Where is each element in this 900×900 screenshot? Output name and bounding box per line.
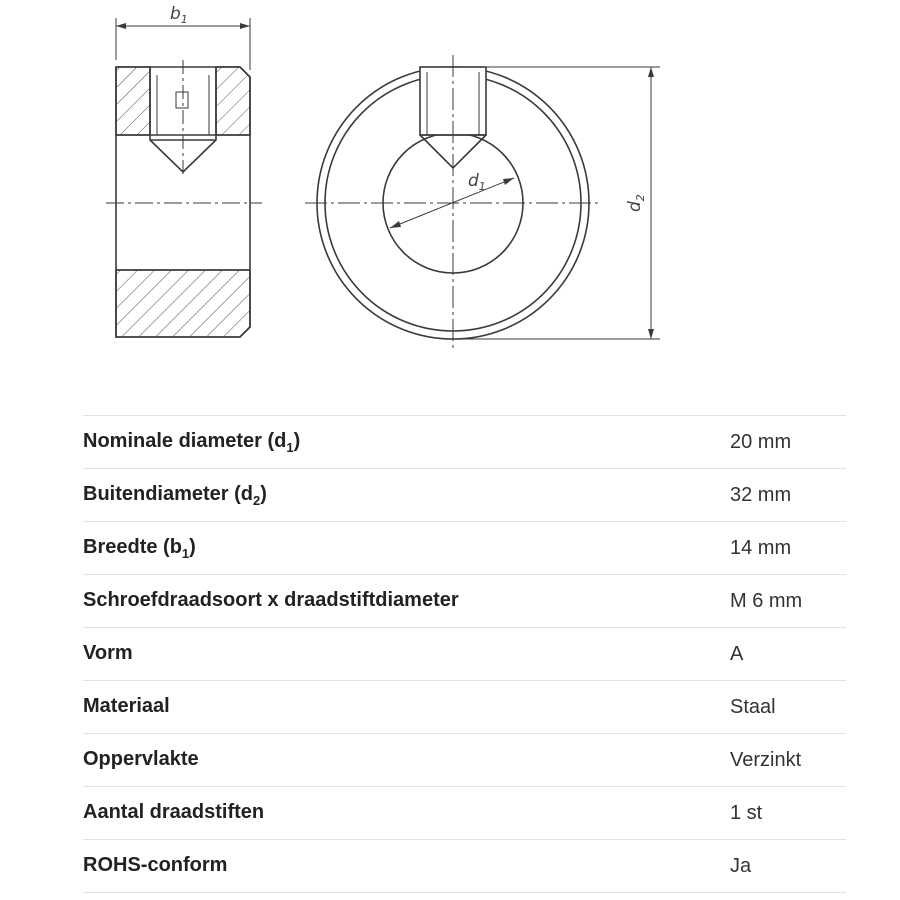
technical-drawing xyxy=(0,0,900,390)
spec-row xyxy=(83,734,846,787)
dim-d2-label: $d_2$ xyxy=(625,194,647,212)
spec-table xyxy=(83,415,846,893)
spec-label: Materiaal xyxy=(83,681,730,734)
spec-value: Verzinkt xyxy=(730,734,846,787)
spec-label: Nominale diameter $(d_1)$ xyxy=(83,416,730,469)
spec-row xyxy=(83,575,846,628)
spec-row xyxy=(83,522,846,575)
spec-value: A xyxy=(730,628,846,681)
section-hatch-bottom xyxy=(116,270,250,337)
section-hatch-top-right xyxy=(216,67,250,135)
section-view xyxy=(106,18,262,337)
dim-b1-label: $b_1$ xyxy=(170,4,188,26)
spec-row xyxy=(83,681,846,734)
spec-value: Staal xyxy=(730,681,846,734)
spec-label: Oppervlakte xyxy=(83,734,730,787)
spec-row xyxy=(83,840,846,893)
spec-value: 14 mm xyxy=(730,522,846,575)
spec-value: M 6 mm xyxy=(730,575,846,628)
front-view xyxy=(305,55,660,350)
spec-table-body xyxy=(83,416,846,893)
spec-row xyxy=(83,628,846,681)
spec-row xyxy=(83,469,846,522)
spec-label: Buitendiameter $(d_2)$ xyxy=(83,469,730,522)
spec-value: 1 st xyxy=(730,787,846,840)
spec-label: Vorm xyxy=(83,628,730,681)
spec-label: Aantal draadstiften xyxy=(83,787,730,840)
spec-row xyxy=(83,787,846,840)
spec-label: ROHS-conform xyxy=(83,840,730,893)
spec-value: 32 mm xyxy=(730,469,846,522)
spec-row xyxy=(83,416,846,469)
spec-label: Schroefdraadsoort x draadstiftdiameter xyxy=(83,575,730,628)
spec-value: Ja xyxy=(730,840,846,893)
collar-drawing-svg xyxy=(0,0,900,390)
spec-value: 20 mm xyxy=(730,416,846,469)
section-hatch-top-left xyxy=(116,67,150,135)
spec-label: Breedte $(b_1)$ xyxy=(83,522,730,575)
dim-d1-label: $d_1$ xyxy=(468,171,486,193)
